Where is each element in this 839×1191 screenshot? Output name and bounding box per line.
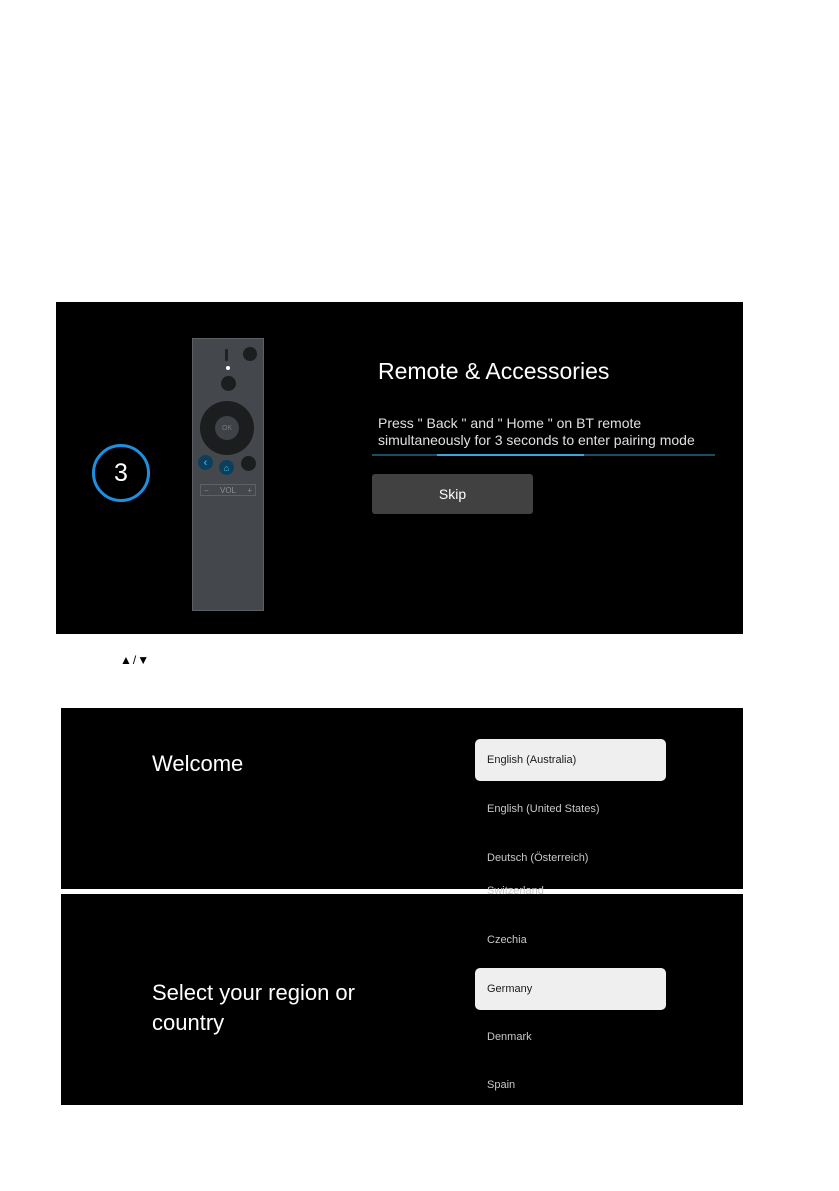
remote-led: [226, 366, 230, 370]
remote-ok-button: OK: [215, 416, 239, 440]
back-arrow-icon: ‹: [198, 455, 213, 470]
remote-volume-rocker: [200, 484, 256, 496]
language-option[interactable]: Deutsch (Österreich): [487, 852, 589, 864]
region-title-line1: Select your region or: [152, 980, 355, 1005]
region-option[interactable]: Spain: [487, 1079, 516, 1091]
region-option[interactable]: Denmark: [487, 1031, 532, 1043]
remote-indicator: [225, 349, 228, 361]
pairing-description: [378, 415, 695, 449]
remote-dpad: [200, 401, 254, 455]
remote-extra-button: [241, 456, 256, 471]
remote-pairing-screen: [56, 302, 743, 634]
language-option[interactable]: English (Australia): [475, 739, 666, 781]
pairing-progress-fill: [437, 454, 584, 456]
pairing-progress-bar: [372, 454, 715, 456]
region-screen: [61, 885, 743, 1105]
pairing-description-line2: simultaneously for 3 seconds to enter pairing mode: [378, 432, 695, 448]
skip-button[interactable]: Skip: [372, 474, 533, 514]
home-icon: ⌂: [219, 460, 234, 475]
vol-label: VOL: [219, 485, 236, 495]
pairing-description-line1: Press " Back " and " Home " on BT remote: [378, 415, 642, 431]
welcome-title: Welcome: [152, 751, 244, 776]
region-option[interactable]: Czechia: [487, 934, 527, 946]
remote-power-button: [243, 347, 257, 361]
step-number-badge: 3: [92, 444, 150, 502]
pairing-title: Remote & Accessories: [378, 358, 610, 384]
language-option[interactable]: English (United States): [487, 803, 600, 815]
remote-mic-button: [221, 376, 236, 391]
region-title-line2: country: [152, 1010, 225, 1035]
nav-arrows-hint: ▲/▼: [120, 653, 151, 667]
vol-plus-icon: +: [247, 485, 252, 495]
region-option[interactable]: Switzerland: [487, 885, 544, 897]
region-title: [152, 978, 355, 1038]
welcome-screen: [61, 708, 743, 889]
region-option[interactable]: Germany: [475, 968, 666, 1010]
vol-minus-icon: −: [204, 485, 209, 495]
remote-illustration: [192, 338, 264, 611]
